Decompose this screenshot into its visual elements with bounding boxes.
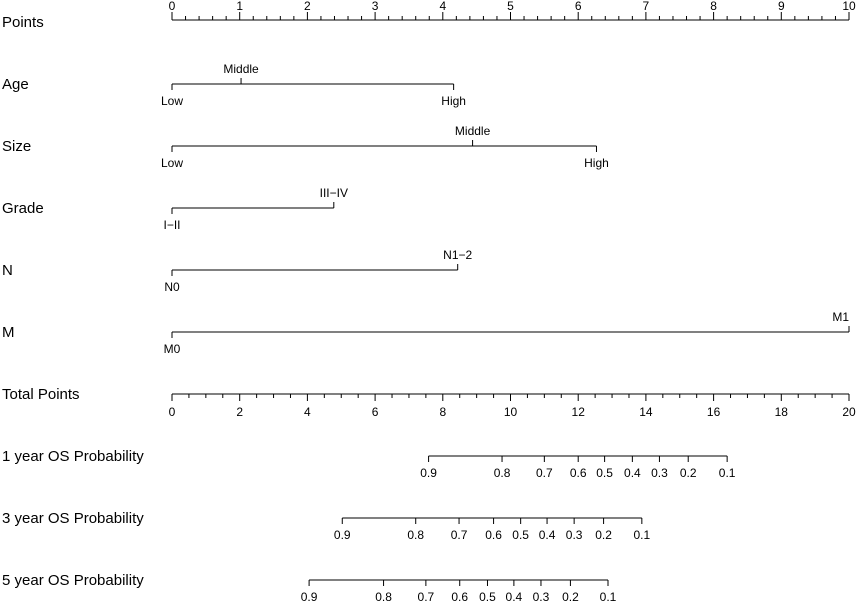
m-level-label: M0 bbox=[163, 342, 181, 356]
prob-3-tick-label: 0.7 bbox=[417, 590, 435, 604]
prob-2-tick-label: 0.1 bbox=[633, 528, 651, 542]
prob-2-tick-label: 0.8 bbox=[407, 528, 425, 542]
points-tick-label: 3 bbox=[371, 0, 379, 13]
prob-3-tick-label: 0.1 bbox=[599, 590, 617, 604]
age-level-label: High bbox=[441, 94, 466, 108]
points-tick-label: 2 bbox=[304, 0, 311, 13]
prob-2-tick-label: 0.2 bbox=[595, 528, 612, 542]
total-points-tick-label: 6 bbox=[371, 405, 379, 419]
prob-2-row-label: 3 year OS Probability bbox=[2, 510, 144, 527]
prob-1-tick-label: 0.1 bbox=[718, 466, 736, 480]
prob-1-tick-label: 0.5 bbox=[596, 466, 613, 480]
m-level-label: M1 bbox=[832, 310, 849, 324]
total-points-tick-label: 2 bbox=[236, 405, 244, 419]
prob-2-tick-label: 0.5 bbox=[512, 528, 529, 542]
prob-1-tick-label: 0.8 bbox=[493, 466, 511, 480]
grade-level-label: III−IV bbox=[319, 186, 348, 200]
prob-2-tick-label: 0.6 bbox=[485, 528, 502, 542]
n-level-label: N0 bbox=[164, 280, 180, 294]
age-row-label: Age bbox=[2, 76, 29, 93]
prob-2-tick-label: 0.9 bbox=[333, 528, 351, 542]
prob-3-row-label: 5 year OS Probability bbox=[2, 572, 144, 589]
total-points-tick-label: 4 bbox=[304, 405, 311, 419]
age-level-label: Low bbox=[160, 94, 184, 108]
points-row-label: Points bbox=[2, 14, 44, 31]
total-points-tick-label: 10 bbox=[503, 405, 518, 419]
grade-row-label: Grade bbox=[2, 200, 44, 217]
total-points-tick-label: 0 bbox=[168, 405, 176, 419]
size-level-label: Middle bbox=[454, 124, 491, 138]
points-tick-label: 6 bbox=[574, 0, 582, 13]
prob-3-tick-label: 0.8 bbox=[375, 590, 392, 604]
prob-1-tick-label: 0.9 bbox=[420, 466, 437, 480]
prob-3-tick-label: 0.5 bbox=[479, 590, 496, 604]
prob-3-tick-label: 0.2 bbox=[562, 590, 579, 604]
prob-1-tick-label: 0.4 bbox=[624, 466, 641, 480]
age-level-label: Middle bbox=[223, 62, 259, 76]
total-points-tick-label: 12 bbox=[571, 405, 585, 419]
points-tick-label: 8 bbox=[710, 0, 717, 13]
prob-1-tick-label: 0.7 bbox=[536, 466, 553, 480]
size-row-label: Size bbox=[2, 138, 32, 155]
points-tick-label: 1 bbox=[236, 0, 244, 13]
total-points-row-label: Total Points bbox=[2, 386, 80, 403]
prob-1-row-label: 1 year OS Probability bbox=[2, 448, 144, 465]
total-points-tick-label: 20 bbox=[842, 405, 856, 419]
prob-2-tick-label: 0.4 bbox=[538, 528, 556, 542]
size-level-label: Low bbox=[160, 156, 184, 170]
points-tick-label: 4 bbox=[439, 0, 447, 13]
prob-1-tick-label: 0.3 bbox=[651, 466, 668, 480]
total-points-tick-label: 16 bbox=[706, 405, 721, 419]
size-level-label: High bbox=[584, 156, 609, 170]
prob-2-tick-label: 0.3 bbox=[565, 528, 583, 542]
m-row-label: M bbox=[2, 324, 15, 341]
total-points-tick-label: 14 bbox=[639, 405, 653, 419]
n-row-label: N bbox=[2, 262, 13, 279]
total-points-tick-label: 8 bbox=[439, 405, 447, 419]
points-tick-label: 5 bbox=[507, 0, 514, 13]
prob-3-tick-label: 0.4 bbox=[505, 590, 523, 604]
points-tick-label: 7 bbox=[642, 0, 650, 13]
prob-1-tick-label: 0.6 bbox=[569, 466, 587, 480]
prob-1-tick-label: 0.2 bbox=[679, 466, 697, 480]
total-points-tick-label: 18 bbox=[774, 405, 788, 419]
points-tick-label: 9 bbox=[777, 0, 785, 13]
prob-3-tick-label: 0.9 bbox=[300, 590, 318, 604]
points-tick-label: 0 bbox=[168, 0, 176, 13]
grade-level-label: I−II bbox=[163, 218, 181, 232]
points-tick-label: 10 bbox=[842, 0, 856, 13]
prob-3-tick-label: 0.6 bbox=[451, 590, 469, 604]
prob-2-tick-label: 0.7 bbox=[450, 528, 468, 542]
prob-3-tick-label: 0.3 bbox=[532, 590, 550, 604]
n-level-label: N1−2 bbox=[443, 248, 473, 262]
